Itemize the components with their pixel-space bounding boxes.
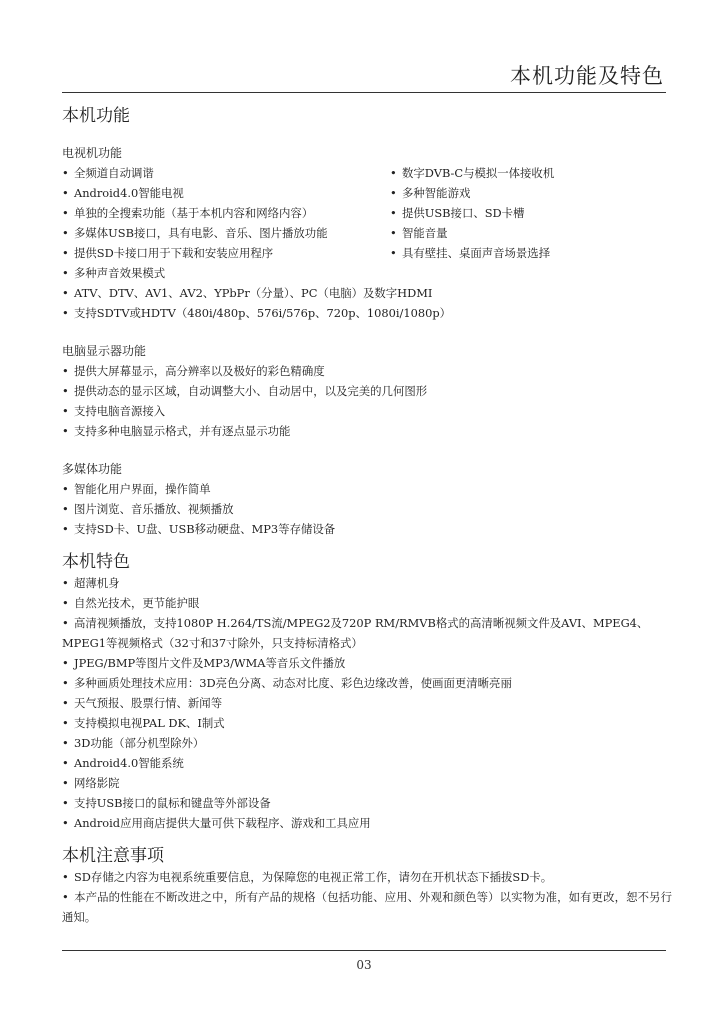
list-item: • 自然光技术，更节能护眼 <box>62 593 672 613</box>
bullet: • <box>62 656 69 670</box>
list-item: • 多媒体USB接口，具有电影、音乐、图片播放功能 <box>62 223 390 243</box>
list-item: • 支持电脑音源接入 <box>62 401 672 421</box>
list-item: • 支持多种电脑显示格式，并有逐点显示功能 <box>62 421 672 441</box>
list-item: • 支持SDTV或HDTV（480i/480p、576i/576p、720p、1080i/1080p） <box>62 303 672 323</box>
bullet: • <box>62 796 69 810</box>
list-item: • 支持USB接口的鼠标和键盘等外部设备 <box>62 793 672 813</box>
list-item: • 提供SD卡接口用于下载和安装应用程序 <box>62 243 390 263</box>
bullet: • <box>62 266 69 280</box>
bullet: • <box>62 482 69 496</box>
bullet: • <box>62 166 69 180</box>
list-item: • 提供大屏幕显示，高分辨率以及极好的彩色精确度 <box>62 361 672 381</box>
bullet: • <box>390 186 397 200</box>
bullet: • <box>62 696 69 710</box>
tv-feature-columns <box>62 163 672 283</box>
list-item: • 天气预报、股票行情、新闻等 <box>62 693 672 713</box>
list-item: • Android应用商店提供大量可供下载程序、游戏和工具应用 <box>62 813 672 833</box>
list-item: • 单独的全搜索功能（基于本机内容和网络内容） <box>62 203 390 223</box>
bullet: • <box>62 716 69 730</box>
bullet: • <box>62 776 69 790</box>
list-item: • SD存储之内容为电视系统重要信息，为保障您的电视正常工作，请勿在开机状态下插拔SD卡。 <box>62 867 672 887</box>
list-item: • 本产品的性能在不断改进之中，所有产品的规格（包括功能、应用、外观和颜色等）以实物为准，如有更改，恕不另行通知。 <box>62 887 672 927</box>
bullet: • <box>62 306 69 320</box>
list-item: • Android4.0智能电视 <box>62 183 390 203</box>
page-header-title: 本机功能及特色 <box>510 64 664 88</box>
subsection-title-tv: 电视机功能 <box>62 146 123 160</box>
list-item: • 全频道自动调谐 <box>62 163 390 183</box>
list-item: • Android4.0智能系统 <box>62 753 672 773</box>
bullet: • <box>62 206 69 220</box>
list-item: • 3D功能（部分机型除外） <box>62 733 672 753</box>
page-number: 03 <box>356 958 372 972</box>
list-item: • 高清视频播放，支持1080P H.264/TS流/MPEG2及720P RM/RMVB格式的高清晰视频文件及AVI、MPEG4、MPEG1等视频格式（32寸和37寸除外，只支持标清格式） <box>62 613 672 653</box>
list-item: • 具有壁挂、桌面声音场景选择 <box>390 243 672 263</box>
bullet: • <box>62 246 69 260</box>
section-title-features: 本机功能 <box>62 106 130 126</box>
bullet: • <box>62 384 69 398</box>
bullet: • <box>62 736 69 750</box>
subsection-title-pc: 电脑显示器功能 <box>62 344 147 358</box>
list-item: • 提供动态的显示区域，自动调整大小、自动居中，以及完美的几何图形 <box>62 381 672 401</box>
section-title-characteristics: 本机特色 <box>62 552 130 572</box>
bullet: • <box>390 226 397 240</box>
bullet: • <box>62 596 69 610</box>
page-content <box>62 105 672 927</box>
bullet: • <box>390 246 397 260</box>
list-item: • JPEG/BMP等图片文件及MP3/WMA等音乐文件播放 <box>62 653 672 673</box>
bullet: • <box>62 522 69 536</box>
list-item: • 数字DVB-C与模拟一体接收机 <box>390 163 672 183</box>
list-item: • 多种声音效果模式 <box>62 263 390 283</box>
list-item: • 多种画质处理技术应用：3D亮色分离、动态对比度、彩色边缘改善，使画面更清晰亮丽 <box>62 673 672 693</box>
list-item: • 网络影院 <box>62 773 672 793</box>
bullet: • <box>62 226 69 240</box>
bullet: • <box>62 364 69 378</box>
bullet: • <box>390 166 397 180</box>
list-item: • ATV、DTV、AV1、AV2、YPbPr（分量）、PC（电脑）及数字HDMI <box>62 283 672 303</box>
list-item: • 智能音量 <box>390 223 672 243</box>
bullet: • <box>62 756 69 770</box>
footer-divider <box>62 950 666 951</box>
list-item: • 超薄机身 <box>62 573 672 593</box>
list-item: • 智能化用户界面，操作简单 <box>62 479 672 499</box>
subsection-title-multimedia: 多媒体功能 <box>62 462 123 476</box>
bullet: • <box>62 870 69 884</box>
bullet: • <box>62 616 69 630</box>
bullet: • <box>62 890 69 904</box>
section-title-notes: 本机注意事项 <box>62 846 164 866</box>
bullet: • <box>62 502 69 516</box>
list-item: • 提供USB接口、SD卡槽 <box>390 203 672 223</box>
bullet: • <box>62 186 69 200</box>
bullet: • <box>62 404 69 418</box>
list-item: • 图片浏览、音乐播放、视频播放 <box>62 499 672 519</box>
bullet: • <box>62 816 69 830</box>
list-item: • 支持SD卡、U盘、USB移动硬盘、MP3等存储设备 <box>62 519 672 539</box>
tv-feature-list-left <box>62 163 390 283</box>
bullet: • <box>62 576 69 590</box>
bullet: • <box>62 424 69 438</box>
list-item: • 支持模拟电视PAL DK、I制式 <box>62 713 672 733</box>
tv-feature-list-right <box>390 163 672 283</box>
bullet: • <box>390 206 397 220</box>
header-divider <box>62 92 666 93</box>
bullet: • <box>62 286 69 300</box>
bullet: • <box>62 676 69 690</box>
list-item: • 多种智能游戏 <box>390 183 672 203</box>
